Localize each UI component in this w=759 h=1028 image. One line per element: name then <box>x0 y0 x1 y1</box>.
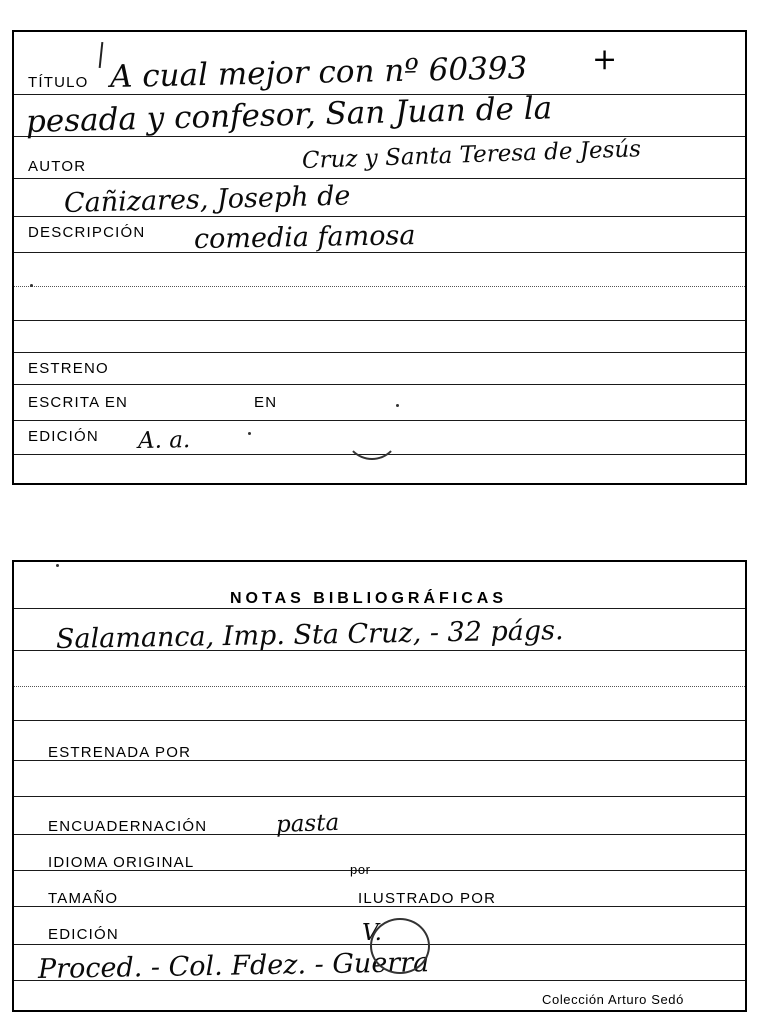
handwritten-title-line-2: pesada y confesor, San Juan de la <box>25 90 553 140</box>
rule-line <box>14 720 745 721</box>
handwritten-author: Cañizares, Joseph de <box>63 180 351 219</box>
handwritten-description: comedia famosa <box>193 220 416 255</box>
field-label-ilustrado-por: ILUSTRADO POR <box>358 890 497 907</box>
field-label-por: por <box>350 862 371 877</box>
catalog-card-back <box>12 560 747 1012</box>
ink-dot <box>30 284 33 287</box>
field-label-descripcion: DESCRIPCIÓN <box>28 224 146 241</box>
field-label-edicion: EDICIÓN <box>48 926 119 943</box>
handwritten-title-line-1: A cual mejor con nº 60393 <box>109 50 528 95</box>
handwritten-bibliographic-notes: Salamanca, Imp. Sta Cruz, - 32 págs. <box>55 615 564 655</box>
section-title-notas-bibliograficas: NOTAS BIBLIOGRÁFICAS <box>230 590 508 607</box>
ink-dot <box>396 404 399 407</box>
stray-pen-stroke <box>99 42 104 68</box>
handwritten-edicion-back: V. <box>362 920 382 946</box>
field-label-estreno: ESTRENO <box>28 360 109 377</box>
rule-line <box>14 352 745 353</box>
plus-mark-annotation: + <box>592 42 618 77</box>
rule-line <box>14 320 745 321</box>
rule-line <box>14 608 745 609</box>
rule-line <box>14 178 745 179</box>
field-label-edicion: EDICIÓN <box>28 428 99 445</box>
rule-line <box>14 252 745 253</box>
handwritten-edicion: A. a. <box>137 427 191 454</box>
handwritten-provenance: Proced. - Col. Fdez. - Guerra <box>37 947 430 985</box>
handwritten-title-line-3: Cruz y Santa Teresa de Jesús <box>301 136 642 174</box>
field-label-idioma-original: IDIOMA ORIGINAL <box>48 854 195 871</box>
field-label-titulo: TÍTULO <box>28 74 89 91</box>
rule-line <box>14 384 745 385</box>
pencil-arc-mark <box>344 404 400 460</box>
field-label-escrita-en: ESCRITA EN <box>28 394 129 411</box>
rule-line <box>14 796 745 797</box>
rule-line-dotted <box>14 686 745 687</box>
catalog-card-front <box>12 30 747 485</box>
ink-dot <box>56 564 59 567</box>
field-label-encuadernacion: ENCUADERNACIÓN <box>48 818 208 835</box>
rule-line-dotted <box>14 286 745 287</box>
field-label-en: EN <box>254 394 278 411</box>
field-label-estrenada-por: ESTRENADA POR <box>48 744 192 761</box>
ink-dot <box>248 432 251 435</box>
field-label-tamano: TAMAÑO <box>48 890 119 907</box>
collection-credit: Colección Arturo Sedó <box>542 992 684 1007</box>
handwritten-encuadernacion: pasta <box>275 809 340 838</box>
pencil-circle-mark <box>370 918 430 974</box>
field-label-autor: AUTOR <box>28 158 87 175</box>
